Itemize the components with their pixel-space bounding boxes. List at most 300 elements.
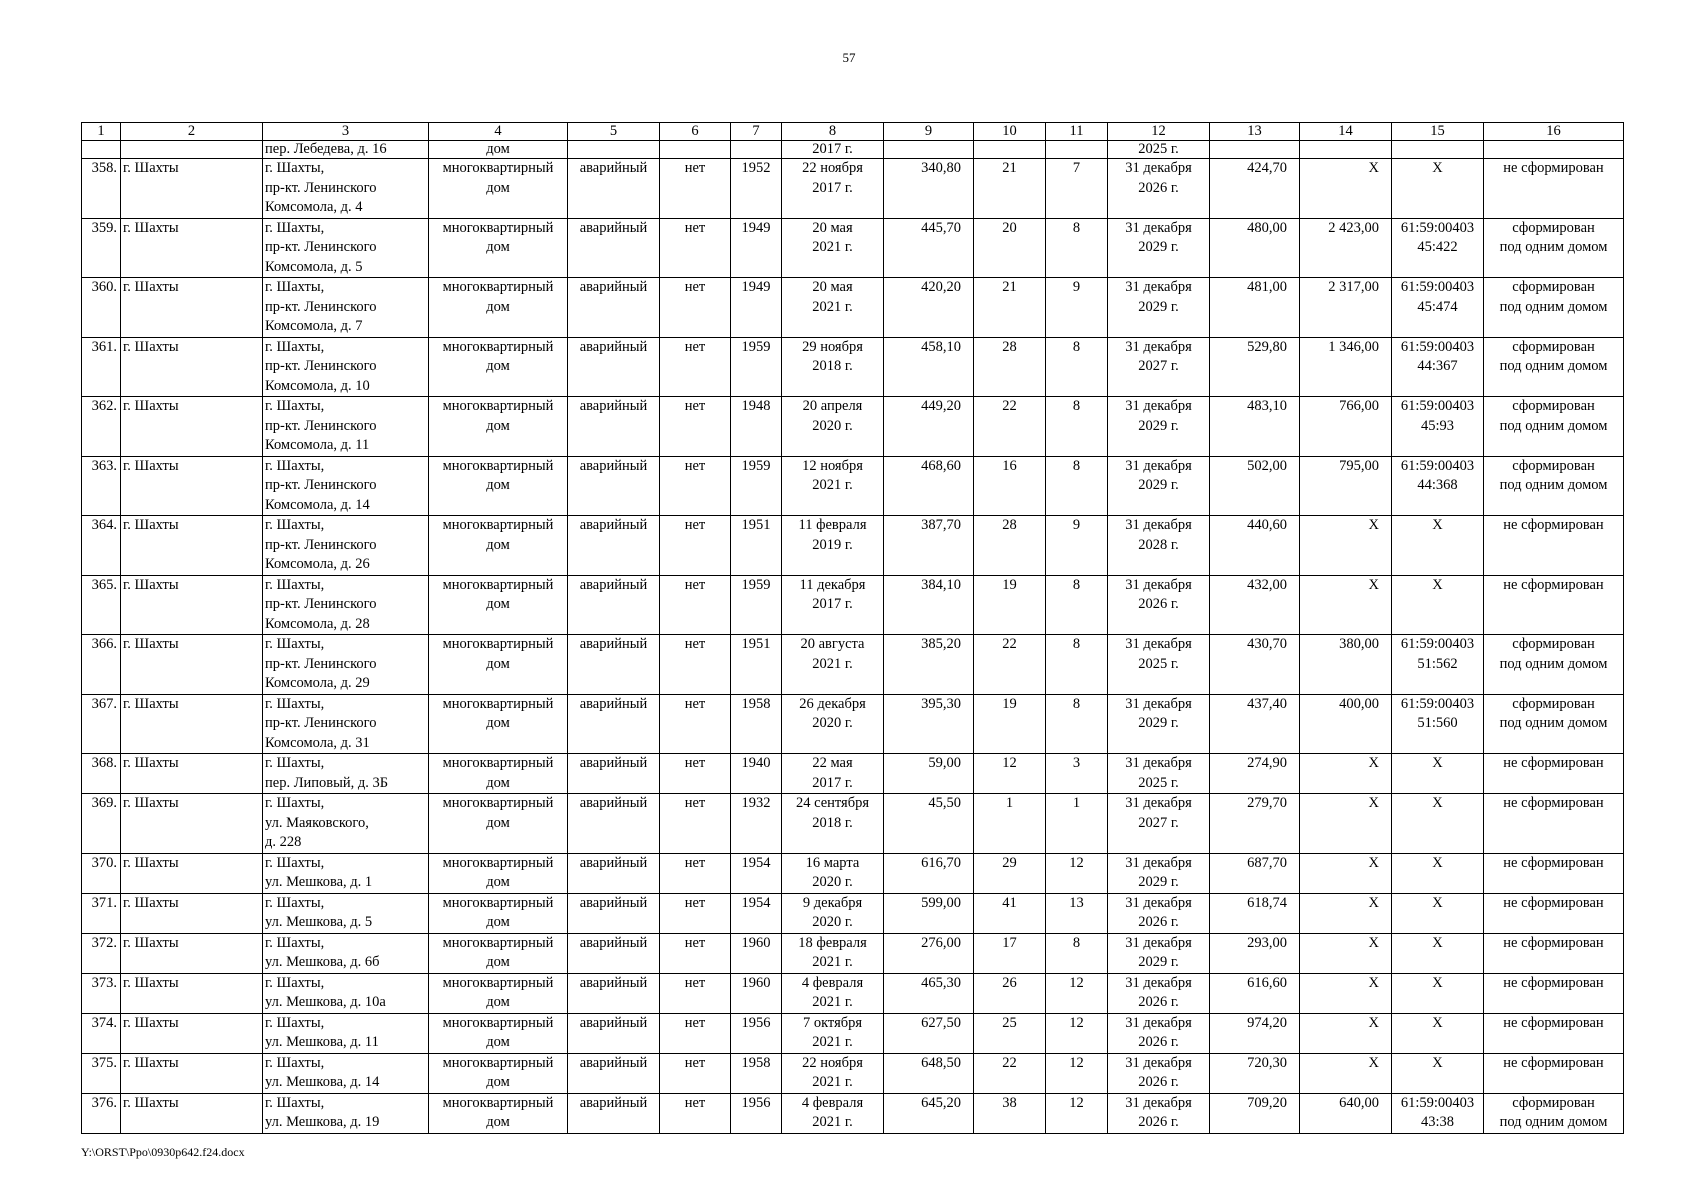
deadline-line: 31 декабря xyxy=(1125,1094,1192,1111)
table-row xyxy=(82,933,1624,973)
condition-cell: аварийный xyxy=(568,397,660,457)
recognition-date-line: 18 февраля xyxy=(798,934,867,951)
cadastral-number-line: 45:422 xyxy=(1417,239,1458,255)
recognition-date-line: 2021 г. xyxy=(812,1034,853,1050)
deadline-cell xyxy=(1108,397,1210,457)
area-cell: 458,10 xyxy=(884,337,974,397)
land-status-cell xyxy=(1484,853,1624,893)
land-area-cell: X xyxy=(1300,973,1392,1013)
flag-cell: нет xyxy=(660,973,731,1013)
deadline-line: 31 декабря xyxy=(1125,755,1192,771)
recognition-date-cell xyxy=(782,635,884,695)
deadline-line: 31 декабря xyxy=(1125,974,1192,991)
recognition-date-line: 2021 г. xyxy=(812,994,853,1010)
recognition-date-line: 2017 г. xyxy=(812,774,853,791)
land-area-cell: X xyxy=(1300,933,1392,973)
flag-cell: нет xyxy=(660,1013,731,1053)
cadastral-number-line: 44:368 xyxy=(1417,477,1458,493)
municipality-cell: г. Шахты xyxy=(121,794,263,854)
total-area-cell: 430,70 xyxy=(1210,635,1300,695)
land-area-cell: 1 346,00 xyxy=(1300,337,1392,397)
cadastral-number-cell xyxy=(1392,278,1484,338)
land-area-cell: 380,00 xyxy=(1300,635,1392,695)
deadline-line: 31 декабря xyxy=(1125,894,1192,911)
recognition-date-line: 24 сентября xyxy=(795,795,870,811)
recognition-date-line: 29 ноября xyxy=(802,338,863,355)
recognition-date-cell xyxy=(782,1053,884,1093)
table-row xyxy=(82,159,1624,219)
cadastral-number-cell xyxy=(1392,1013,1484,1053)
municipality-cell: г. Шахты xyxy=(121,218,263,278)
land-area-cell: X xyxy=(1300,516,1392,576)
deadline-line: 2026 г. xyxy=(1138,596,1179,612)
address-line: ул. Мешкова, д. 19 xyxy=(265,1114,380,1130)
condition-cell: аварийный xyxy=(568,973,660,1013)
year-built-cell: 1954 xyxy=(731,853,782,893)
count-cell: 7 xyxy=(1046,159,1108,219)
deadline-cell xyxy=(1108,456,1210,516)
address-line: ул. Маяковского, xyxy=(265,814,369,831)
building-type-line: дом xyxy=(486,774,510,791)
deadline-line: 31 декабря xyxy=(1125,934,1192,951)
area-cell: 645,20 xyxy=(884,1093,974,1133)
address-cell xyxy=(263,575,429,635)
address-cell xyxy=(263,397,429,457)
address-line: г. Шахты, xyxy=(265,1094,325,1111)
address-line: г. Шахты, xyxy=(265,894,325,911)
recognition-date-cell xyxy=(782,933,884,973)
year-built-cell: 1949 xyxy=(731,278,782,338)
building-type-line: многоквартирный xyxy=(442,934,554,951)
deadline-line: 31 декабря xyxy=(1125,576,1192,593)
building-type-cell xyxy=(429,694,568,754)
condition-cell: аварийный xyxy=(568,575,660,635)
table-row xyxy=(82,853,1624,893)
recognition-date-cell xyxy=(782,575,884,635)
page-number: 57 xyxy=(842,50,856,65)
cadastral-number-line: X xyxy=(1432,517,1443,533)
flag-cell: нет xyxy=(660,397,731,457)
land-area-cell: 766,00 xyxy=(1300,397,1392,457)
recognition-date-line: 2021 г. xyxy=(812,954,853,970)
recognition-date-line: 12 ноября xyxy=(802,457,863,474)
residents-cell: 19 xyxy=(974,694,1046,754)
address-cell xyxy=(263,794,429,854)
recognition-date-line: 20 августа xyxy=(800,636,865,652)
deadline-line: 2029 г. xyxy=(1138,239,1179,255)
count-cell: 8 xyxy=(1046,218,1108,278)
address-cell xyxy=(263,456,429,516)
municipality-cell: г. Шахты xyxy=(121,853,263,893)
building-type-line: дом xyxy=(486,994,510,1010)
deadline-line: 2026 г. xyxy=(1138,1074,1179,1090)
municipality-cell: г. Шахты xyxy=(121,397,263,457)
total-area-cell: 483,10 xyxy=(1210,397,1300,457)
building-type-line: дом xyxy=(486,298,510,315)
row-number-cell: 368. xyxy=(82,754,121,794)
address-line: д. 228 xyxy=(265,834,302,850)
land-status-line: не сформирован xyxy=(1503,517,1604,533)
building-type-line: многоквартирный xyxy=(442,755,554,771)
cadastral-number-line: 61:59:00403 xyxy=(1400,695,1475,712)
address-line: пр-кт. Ленинского xyxy=(265,715,377,731)
flag-cell: нет xyxy=(660,218,731,278)
land-status-cell xyxy=(1484,893,1624,933)
building-type-line: дом xyxy=(486,477,510,493)
land-status-line: под одним домом xyxy=(1499,477,1608,493)
building-type-cell xyxy=(429,754,568,794)
residents-cell: 19 xyxy=(974,575,1046,635)
total-area-cell: 480,00 xyxy=(1210,218,1300,278)
building-type-line: многоквартирный xyxy=(442,695,554,712)
recognition-date-line: 16 марта xyxy=(805,854,860,871)
area-cell: 445,70 xyxy=(884,218,974,278)
cadastral-number-line: X xyxy=(1432,1014,1443,1031)
residents-cell: 21 xyxy=(974,159,1046,219)
municipality-cell: г. Шахты xyxy=(121,337,263,397)
building-type-cell xyxy=(429,1053,568,1093)
flag-cell: нет xyxy=(660,754,731,794)
land-status-line: под одним домом xyxy=(1499,715,1608,731)
municipality-cell: г. Шахты xyxy=(121,933,263,973)
address-line: Комсомола, д. 28 xyxy=(265,615,370,632)
recognition-date-line: 22 ноября xyxy=(802,1054,863,1071)
deadline-line: 31 декабря xyxy=(1125,279,1192,295)
building-type-cell xyxy=(429,159,568,219)
deadline-cell xyxy=(1108,933,1210,973)
total-area-cell: 709,20 xyxy=(1210,1093,1300,1133)
housing-register-table xyxy=(81,122,1624,1134)
address-line: г. Шахты, xyxy=(265,974,325,991)
residents-cell: 25 xyxy=(974,1013,1046,1053)
land-status-line: сформирован xyxy=(1512,279,1595,295)
municipality-cell: г. Шахты xyxy=(121,973,263,1013)
address-cell xyxy=(263,853,429,893)
land-area-cell: X xyxy=(1300,1013,1392,1053)
total-area-cell: 618,74 xyxy=(1210,893,1300,933)
deadline-cell xyxy=(1108,1093,1210,1133)
year-built-cell: 1948 xyxy=(731,397,782,457)
land-status-cell xyxy=(1484,1053,1624,1093)
year-built-cell: 1932 xyxy=(731,794,782,854)
row-number-cell: 370. xyxy=(82,853,121,893)
recognition-date-cell xyxy=(782,1013,884,1053)
table-row xyxy=(82,516,1624,576)
cadastral-number-line: 61:59:00403 xyxy=(1400,338,1475,355)
land-status-line: не сформирован xyxy=(1503,160,1604,176)
total-area-cell: 437,40 xyxy=(1210,694,1300,754)
building-type-cell xyxy=(429,337,568,397)
building-type-line: многоквартирный xyxy=(442,795,554,811)
condition-cell: аварийный xyxy=(568,1013,660,1053)
table-row xyxy=(82,397,1624,457)
address-line: г. Шахты, xyxy=(265,854,325,871)
land-area-cell: X xyxy=(1300,159,1392,219)
building-type-line: дом xyxy=(486,874,510,890)
address-line: г. Шахты, xyxy=(265,695,325,712)
land-status-cell xyxy=(1484,973,1624,1013)
year-built-cell: 1959 xyxy=(731,456,782,516)
building-type-line: дом xyxy=(486,179,510,196)
row-number-cell: 376. xyxy=(82,1093,121,1133)
cadastral-number-line: 51:562 xyxy=(1417,655,1458,672)
condition-cell: аварийный xyxy=(568,159,660,219)
recognition-date-cell xyxy=(782,337,884,397)
total-area-cell: 432,00 xyxy=(1210,575,1300,635)
land-status-line: под одним домом xyxy=(1499,358,1608,374)
cadastral-number-cell xyxy=(1392,575,1484,635)
year-built-cell: 1951 xyxy=(731,635,782,695)
building-type-line: дом xyxy=(486,1034,510,1050)
municipality-cell: г. Шахты xyxy=(121,278,263,338)
cadastral-number-line: 61:59:00403 xyxy=(1400,457,1475,474)
residents-cell: 20 xyxy=(974,218,1046,278)
area-cell: 465,30 xyxy=(884,973,974,1013)
land-status-line: под одним домом xyxy=(1499,298,1608,315)
building-type-cell xyxy=(429,278,568,338)
address-line: г. Шахты, xyxy=(265,934,325,951)
table-row xyxy=(82,754,1624,794)
address-cell xyxy=(263,694,429,754)
recognition-date-line: 2018 г. xyxy=(812,358,853,374)
area-cell: 599,00 xyxy=(884,893,974,933)
year-built-cell: 1960 xyxy=(731,973,782,1013)
land-status-line: сформирован xyxy=(1512,338,1595,355)
condition-cell: аварийный xyxy=(568,337,660,397)
recognition-date-line: 2017 г. xyxy=(812,179,853,196)
building-type-line: многоквартирный xyxy=(442,576,554,593)
cadastral-number-line: X xyxy=(1432,795,1443,811)
land-area-cell: X xyxy=(1300,1053,1392,1093)
address-line: г. Шахты, xyxy=(265,457,325,474)
address-line: пер. Липовый, д. 3Б xyxy=(265,774,389,791)
condition-cell: аварийный xyxy=(568,1053,660,1093)
land-status-line: не сформирован xyxy=(1503,755,1604,771)
recognition-date-cell xyxy=(782,893,884,933)
address-cell xyxy=(263,1093,429,1133)
land-status-cell xyxy=(1484,218,1624,278)
land-area-cell: X xyxy=(1300,754,1392,794)
recognition-date-line: 26 декабря xyxy=(799,695,866,712)
land-status-cell xyxy=(1484,397,1624,457)
condition-cell: аварийный xyxy=(568,635,660,695)
land-status-line: не сформирован xyxy=(1503,894,1604,911)
column-number: 11 xyxy=(1046,123,1108,141)
address-line: Комсомола, д. 10 xyxy=(265,377,370,394)
municipality-cell: г. Шахты xyxy=(121,635,263,695)
building-type-line: дом xyxy=(486,1074,510,1090)
row-number-cell: 358. xyxy=(82,159,121,219)
year-built-cell: 1958 xyxy=(731,1053,782,1093)
count-cell: 8 xyxy=(1046,635,1108,695)
address-line: Комсомола, д. 26 xyxy=(265,556,370,572)
recognition-date-line: 2021 г. xyxy=(812,239,853,255)
area-cell: 276,00 xyxy=(884,933,974,973)
column-number-row xyxy=(82,123,1624,141)
deadline-line: 31 декабря xyxy=(1125,160,1192,176)
recognition-date-line: 2020 г. xyxy=(812,874,853,890)
recognition-date-cell xyxy=(782,218,884,278)
table-row xyxy=(82,1053,1624,1093)
row-number-cell: 363. xyxy=(82,456,121,516)
area-cell: 387,70 xyxy=(884,516,974,576)
deadline-line: 31 декабря xyxy=(1125,517,1192,533)
land-status-cell xyxy=(1484,635,1624,695)
cadastral-number-line: X xyxy=(1432,974,1443,991)
table-row xyxy=(82,893,1624,933)
table-row xyxy=(82,635,1624,695)
table-row xyxy=(82,973,1624,1013)
table-row xyxy=(82,337,1624,397)
condition-cell: аварийный xyxy=(568,893,660,933)
count-cell: 12 xyxy=(1046,853,1108,893)
row-number-cell: 373. xyxy=(82,973,121,1013)
cadastral-number-line: 61:59:00403 xyxy=(1400,636,1475,652)
municipality-cell: г. Шахты xyxy=(121,893,263,933)
address-line: г. Шахты, xyxy=(265,795,325,811)
area-cell: 648,50 xyxy=(884,1053,974,1093)
table-body xyxy=(82,123,1624,1134)
area-cell: 45,50 xyxy=(884,794,974,854)
address-line: пр-кт. Ленинского xyxy=(265,239,377,255)
total-area-cell: 424,70 xyxy=(1210,159,1300,219)
building-type-cell xyxy=(429,853,568,893)
year-built-cell: 1956 xyxy=(731,1013,782,1053)
deadline-line: 31 декабря xyxy=(1125,457,1192,474)
cadastral-number-cell xyxy=(1392,159,1484,219)
building-type-line: дом xyxy=(486,239,510,255)
recognition-date-line: 2018 г. xyxy=(812,814,853,831)
cadastral-number-cell xyxy=(1392,853,1484,893)
building-type-line: многоквартирный xyxy=(442,636,554,652)
deadline-line: 2029 г. xyxy=(1138,477,1179,493)
row-number-cell: 364. xyxy=(82,516,121,576)
residents-cell: 22 xyxy=(974,1053,1046,1093)
land-status-cell xyxy=(1484,754,1624,794)
building-type-line: многоквартирный xyxy=(442,1094,554,1111)
residents-cell: 38 xyxy=(974,1093,1046,1133)
land-status-line: не сформирован xyxy=(1503,795,1604,811)
column-number: 7 xyxy=(731,123,782,141)
address-line: г. Шахты, xyxy=(265,1054,325,1071)
recognition-date-cell xyxy=(782,853,884,893)
residents-cell: 1 xyxy=(974,794,1046,854)
flag-cell: нет xyxy=(660,853,731,893)
municipality-cell: г. Шахты xyxy=(121,1093,263,1133)
total-area-cell: 616,60 xyxy=(1210,973,1300,1013)
year-built-cell: 1960 xyxy=(731,933,782,973)
address-line: Комсомола, д. 7 xyxy=(265,318,363,334)
row-number-cell: 367. xyxy=(82,694,121,754)
building-type-cell xyxy=(429,973,568,1013)
municipality-cell: г. Шахты xyxy=(121,516,263,576)
building-type-cell xyxy=(429,397,568,457)
continuation-row xyxy=(82,141,1624,159)
deadline-cell xyxy=(1108,1053,1210,1093)
recognition-date-line: 9 декабря xyxy=(802,894,863,911)
flag-cell: нет xyxy=(660,635,731,695)
cadastral-number-line: 61:59:00403 xyxy=(1400,219,1475,236)
cadastral-number-line: 61:59:00403 xyxy=(1400,1094,1475,1111)
deadline-line: 2026 г. xyxy=(1138,1114,1179,1130)
address-line: ул. Мешкова, д. 14 xyxy=(265,1074,380,1090)
address-line: пр-кт. Ленинского xyxy=(265,358,377,374)
total-area-cell: 974,20 xyxy=(1210,1013,1300,1053)
address-cell xyxy=(263,218,429,278)
address-line: ул. Мешкова, д. 6б xyxy=(265,954,380,970)
count-cell: 12 xyxy=(1046,1093,1108,1133)
address-line: г. Шахты, xyxy=(265,398,325,414)
residents-cell: 22 xyxy=(974,397,1046,457)
land-status-cell xyxy=(1484,1013,1624,1053)
condition-cell: аварийный xyxy=(568,933,660,973)
deadline-cell xyxy=(1108,278,1210,338)
cadastral-number-cell xyxy=(1392,635,1484,695)
building-type-line: дом xyxy=(486,715,510,731)
residents-cell: 29 xyxy=(974,853,1046,893)
column-number: 10 xyxy=(974,123,1046,141)
recognition-date-line: 2021 г. xyxy=(812,298,853,315)
address-cell xyxy=(263,635,429,695)
cadastral-number-line: 45:474 xyxy=(1417,298,1458,315)
condition-cell: аварийный xyxy=(568,218,660,278)
condition-cell: аварийный xyxy=(568,794,660,854)
land-status-line: сформирован xyxy=(1512,695,1595,712)
recognition-date-line: 2020 г. xyxy=(812,417,853,434)
land-area-cell: 640,00 xyxy=(1300,1093,1392,1133)
municipality-cell: г. Шахты xyxy=(121,1013,263,1053)
count-cell: 12 xyxy=(1046,1053,1108,1093)
deadline-line: 2029 г. xyxy=(1138,874,1179,890)
recognition-date-line: 20 мая xyxy=(812,219,853,236)
column-number: 6 xyxy=(660,123,731,141)
cadastral-number-cell xyxy=(1392,933,1484,973)
row-number-cell: 361. xyxy=(82,337,121,397)
condition-cell: аварийный xyxy=(568,694,660,754)
land-status-line: под одним домом xyxy=(1499,1114,1608,1130)
building-type-line: дом xyxy=(486,954,510,970)
deadline-line: 31 декабря xyxy=(1125,338,1192,355)
cadastral-number-cell xyxy=(1392,893,1484,933)
building-type-line: дом xyxy=(486,1114,510,1130)
municipality-cell: г. Шахты xyxy=(121,754,263,794)
land-status-cell xyxy=(1484,159,1624,219)
municipality-cell: г. Шахты xyxy=(121,694,263,754)
row-number-cell: 369. xyxy=(82,794,121,854)
area-cell: 468,60 xyxy=(884,456,974,516)
year-built-cell: 1959 xyxy=(731,337,782,397)
land-status-line: сформирован xyxy=(1512,457,1595,474)
count-cell: 8 xyxy=(1046,397,1108,457)
row-number-cell: 375. xyxy=(82,1053,121,1093)
land-area-cell: X xyxy=(1300,893,1392,933)
building-type-line: многоквартирный xyxy=(442,279,554,295)
condition-cell: аварийный xyxy=(568,754,660,794)
column-number: 15 xyxy=(1392,123,1484,141)
building-type-cell xyxy=(429,218,568,278)
building-type-line: многоквартирный xyxy=(442,517,554,533)
building-type-line: дом xyxy=(486,655,510,672)
flag-cell: нет xyxy=(660,278,731,338)
municipality-cell: г. Шахты xyxy=(121,456,263,516)
deadline-line: 31 декабря xyxy=(1125,1054,1192,1071)
cadastral-number-line: 43:38 xyxy=(1420,1114,1455,1130)
residents-cell: 16 xyxy=(974,456,1046,516)
deadline-cell xyxy=(1108,893,1210,933)
recognition-date-line: 11 декабря xyxy=(799,576,866,593)
recognition-date-line: 2020 г. xyxy=(812,715,853,731)
cadastral-number-cell xyxy=(1392,337,1484,397)
